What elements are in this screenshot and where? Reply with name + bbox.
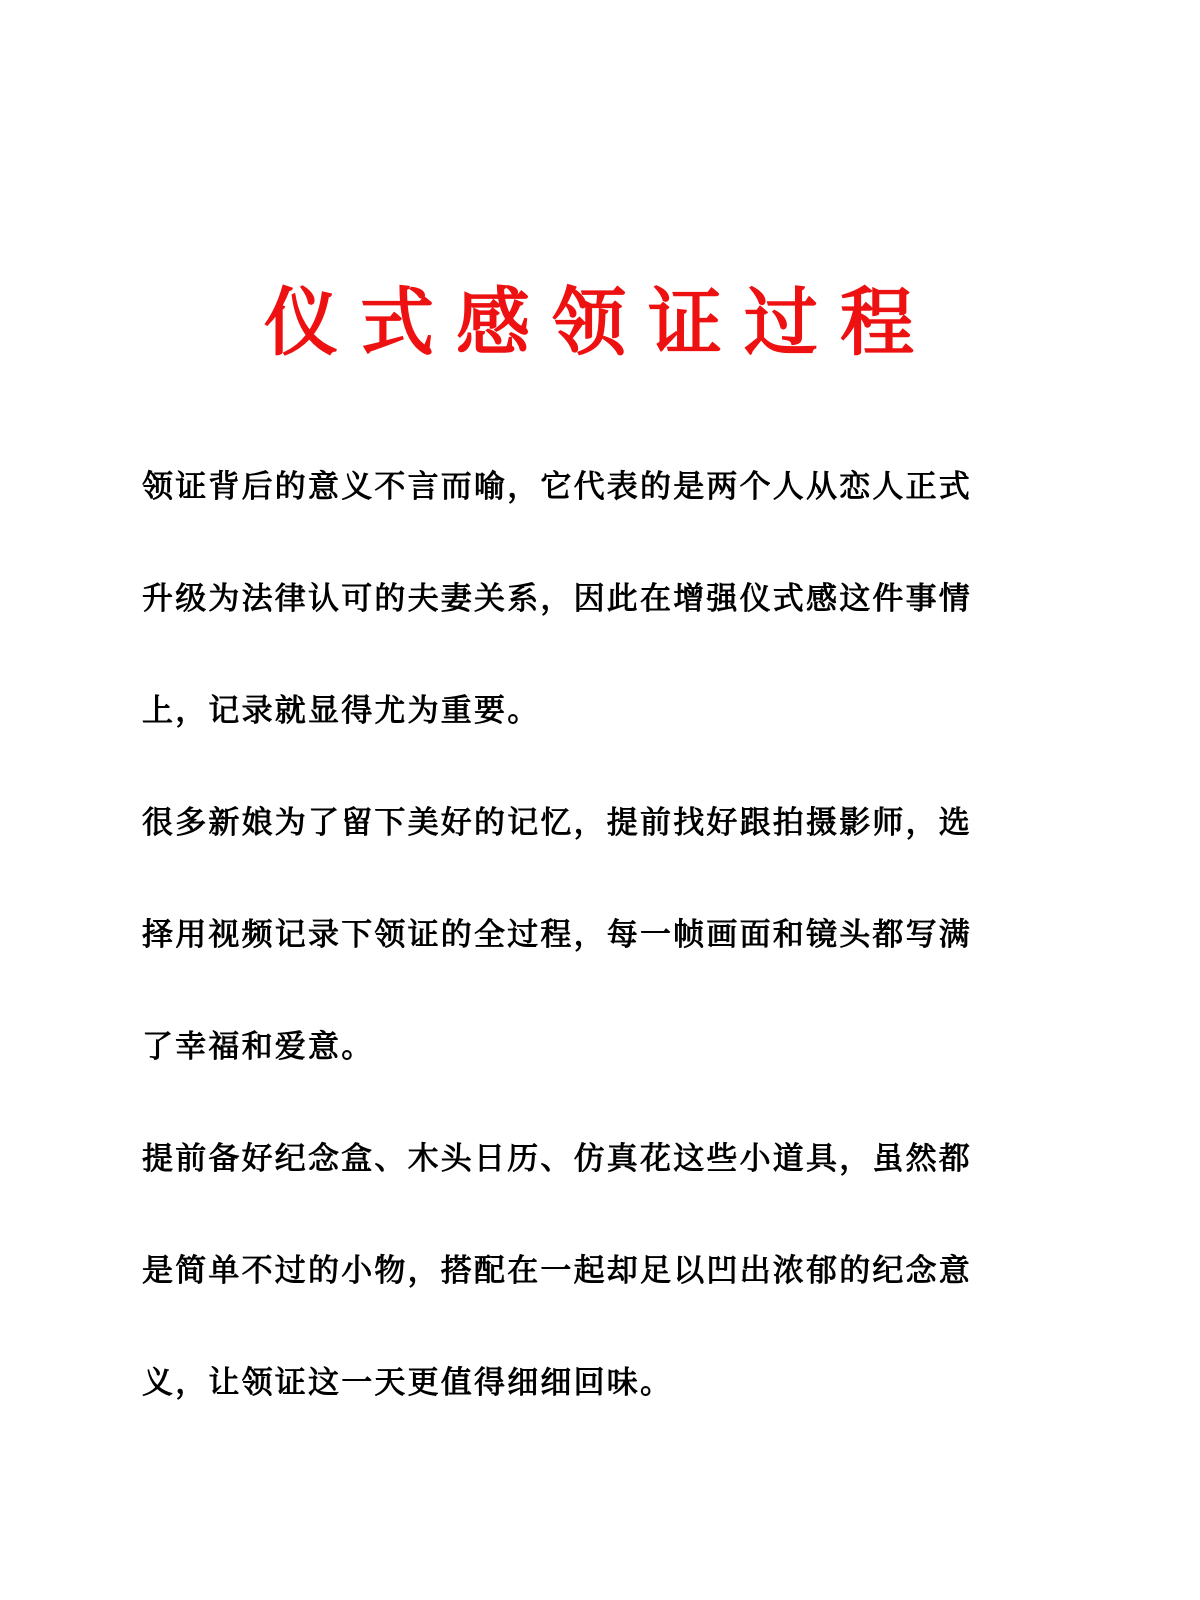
page-title: 仪式感领证过程: [264, 280, 936, 366]
text-line: 上，记录就显得尤为重要。: [142, 693, 541, 729]
text-line: 提前备好纪念盒、木头日历、仿真花这些小道具，虽然都: [142, 1141, 972, 1177]
paragraph-1: [142, 459, 1052, 795]
text-line: 领证背后的意义不言而喻，它代表的是两个人从恋人正式: [142, 469, 972, 505]
text-line: 择用视频记录下领证的全过程，每一帧画面和镜头都写满: [142, 917, 972, 953]
paragraph-2: [142, 795, 1052, 1131]
article-body: [142, 459, 1052, 1467]
text-line: 了幸福和爱意。: [142, 1029, 375, 1065]
text-line: 是简单不过的小物，搭配在一起却足以凹出浓郁的纪念意: [142, 1253, 972, 1289]
paragraph-3: [142, 1131, 1052, 1467]
text-line: 升级为法律认可的夫妻关系，因此在增强仪式感这件事情: [142, 581, 972, 617]
text-line: 义，让领证这一天更值得细细回味。: [142, 1365, 674, 1401]
text-line: 很多新娘为了留下美好的记忆，提前找好跟拍摄影师，选: [142, 805, 972, 841]
